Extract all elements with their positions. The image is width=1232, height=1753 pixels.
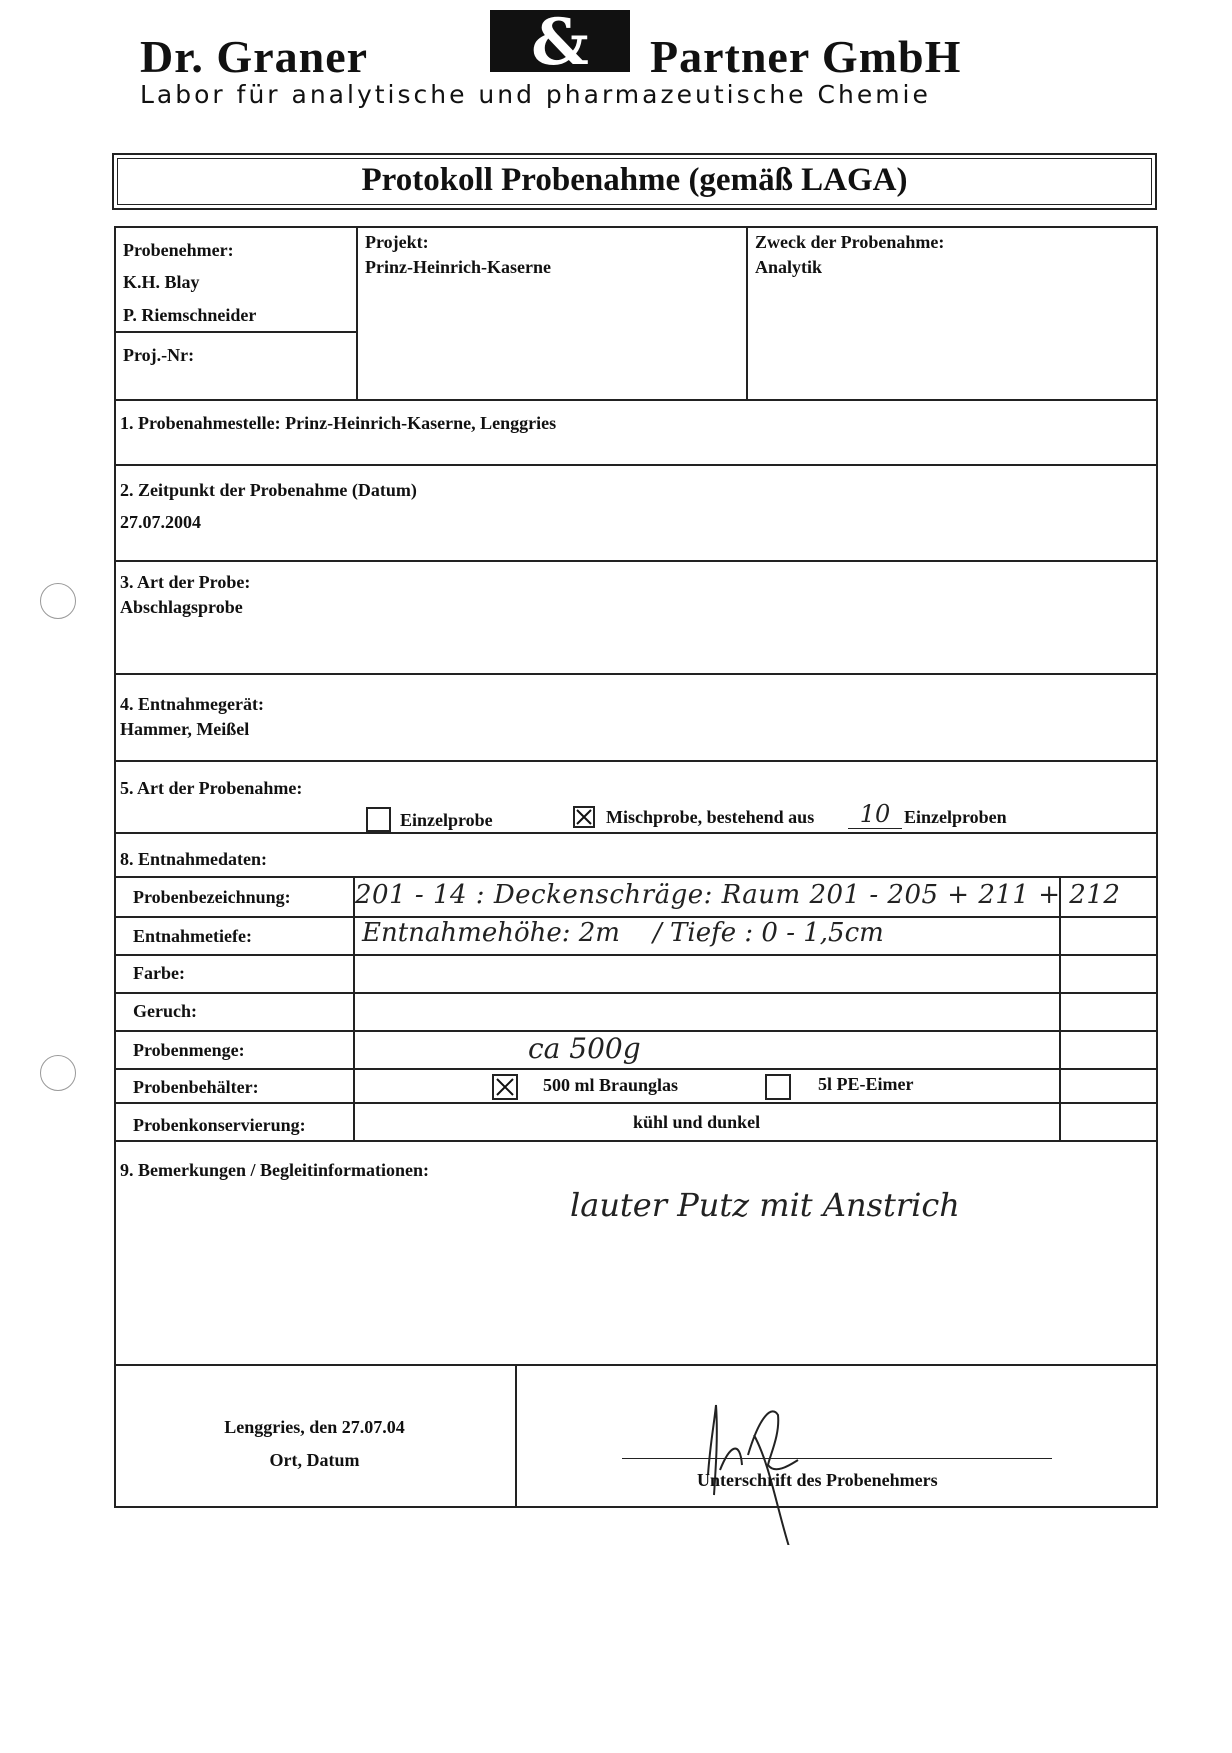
- row-probenbezeichnung-label: Probenbezeichnung:: [133, 887, 291, 907]
- mischprobe-checkbox[interactable]: [573, 806, 595, 828]
- section-5-label: 5. Art der Probenahme:: [120, 778, 303, 798]
- ort-datum-value: Lenggries, den 27.07.04: [224, 1417, 405, 1437]
- projekt-value: Prinz-Heinrich-Kaserne: [365, 257, 551, 277]
- mischprobe-count: 10: [848, 800, 902, 829]
- braunglas-label: 500 ml Braunglas: [543, 1075, 679, 1095]
- einzelprobe-checkbox[interactable]: [366, 807, 391, 832]
- ort-datum-label: Ort, Datum: [269, 1450, 360, 1470]
- section-3-label: 3. Art der Probe:: [120, 572, 251, 592]
- handwritten-signature: [690, 1385, 850, 1545]
- section-1-probenahmestelle: 1. Probenahmestelle: Prinz-Heinrich-Kaserne, Lenggries: [120, 413, 557, 433]
- row-entnahmetiefe-label: Entnahmetiefe:: [133, 926, 252, 946]
- probenehmer-name-1: K.H. Blay: [123, 272, 200, 292]
- probenehmer-name-2: P. Riemschneider: [123, 305, 257, 325]
- row-probenbehaelter-label: Probenbehälter:: [133, 1077, 259, 1097]
- punch-hole-top: [40, 583, 76, 619]
- row-geruch-label: Geruch:: [133, 1001, 197, 1021]
- pe-eimer-label: 5l PE-Eimer: [818, 1074, 914, 1094]
- checkmark-x-icon: [494, 1076, 516, 1098]
- section-9-remark: lauter Putz mit Anstrich: [570, 1186, 960, 1224]
- pe-eimer-checkbox[interactable]: [765, 1074, 791, 1100]
- ampersand-logo: [490, 10, 630, 72]
- section-4-value: Hammer, Meißel: [120, 719, 250, 739]
- row-probenbezeichnung-value: 201 - 14 : Deckenschräge: Raum 201 - 205 + 211 + 212: [355, 880, 1121, 910]
- row-probenkonservierung-value: kühl und dunkel: [633, 1112, 761, 1132]
- section-3-value: Abschlagsprobe: [120, 597, 243, 617]
- projekt-label: Projekt:: [365, 232, 429, 252]
- probenehmer-label: Probenehmer:: [123, 240, 234, 260]
- punch-hole-bottom: [40, 1055, 76, 1091]
- company-subtitle: Labor für analytische und pharmazeutische Chemie: [140, 80, 931, 109]
- section-9-label: 9. Bemerkungen / Begleitinformationen:: [120, 1160, 429, 1180]
- einzelprobe-label: Einzelprobe: [400, 810, 493, 830]
- section-8-label: 8. Entnahmedaten:: [120, 849, 268, 869]
- zweck-label: Zweck der Probenahme:: [755, 232, 945, 252]
- section-2-label: 2. Zeitpunkt der Probenahme (Datum): [120, 480, 417, 500]
- row-probenkonservierung-label: Probenkonservierung:: [133, 1115, 306, 1135]
- mischprobe-suffix: Einzelproben: [904, 807, 1007, 827]
- company-name-right: Partner GmbH: [650, 31, 962, 82]
- section-4-label: 4. Entnahmegerät:: [120, 694, 264, 714]
- row-entnahmetiefe-value: Entnahmehöhe: 2m / Tiefe : 0 - 1,5cm: [362, 918, 884, 948]
- zweck-value: Analytik: [755, 257, 823, 277]
- braunglas-checkbox[interactable]: [492, 1074, 518, 1100]
- company-name-left: Dr. Graner: [140, 31, 369, 82]
- mischprobe-label: Mischprobe, bestehend aus: [606, 807, 815, 827]
- row-farbe-label: Farbe:: [133, 963, 185, 983]
- section-2-date: 27.07.2004: [120, 512, 201, 532]
- form-title: Protokoll Probenahme (gemäß LAGA): [361, 162, 908, 198]
- svg-text:&: &: [531, 10, 589, 72]
- row-probenmenge-value: ca 500g: [528, 1032, 641, 1065]
- checkmark-x-icon: [575, 808, 593, 826]
- signature-label: Unterschrift des Probenehmers: [697, 1470, 938, 1490]
- row-probenmenge-label: Probenmenge:: [133, 1040, 245, 1060]
- projnr-label: Proj.-Nr:: [123, 345, 195, 365]
